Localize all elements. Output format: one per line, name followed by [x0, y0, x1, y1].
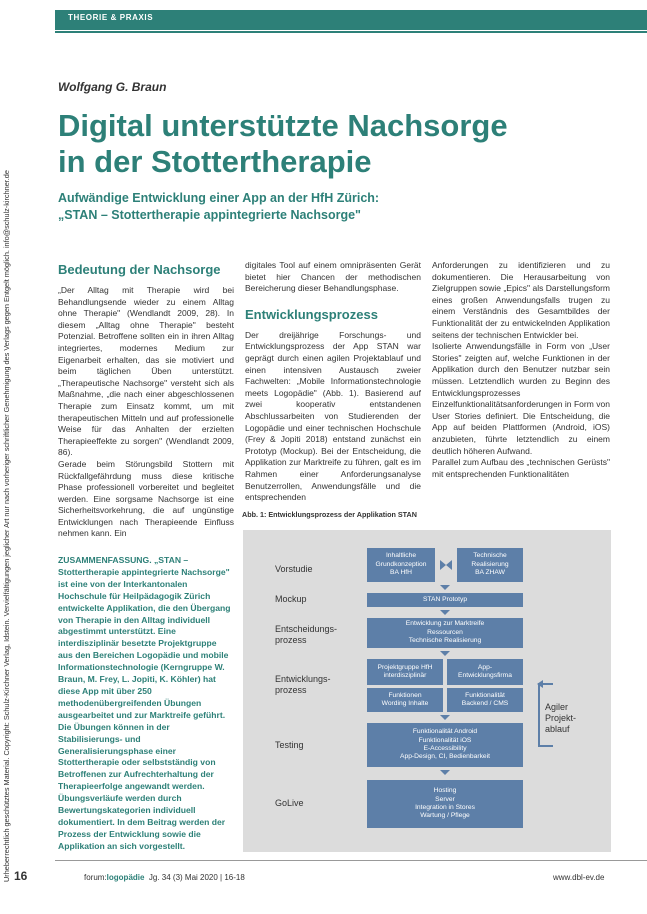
col3-paragraph-1: Anforderungen zu identifizieren und zu dokumentieren. Die Herausarbeitung von Zielgruppen sowie „Epics" als Darstellungsform eines großen Anwendungsfalls trugen zu einem Verständnis des Gesamtbildes der Funktionalität der zu entwickelnden Applikation seitens der technischen Entwickler bei.: [432, 260, 610, 340]
title-line-1: Digital unterstützte Nachsorge: [58, 108, 508, 143]
agile-line: ablauf: [545, 724, 570, 734]
copyright-side-note: [1, 30, 13, 882]
stage-entscheidung-l1: Entscheidungs-: [275, 624, 338, 634]
col2-paragraph-1: digitales Tool auf einem omnipräsenten Gerät bietet hier Chancen der methodischen Bereicherung dieser Behandlungsphase.: [245, 260, 421, 294]
journal-info: [84, 873, 245, 882]
box-funktionen-wording: [367, 688, 443, 712]
article-title: [58, 108, 618, 180]
box-text: Integration in Stores: [415, 804, 475, 811]
box-text: App-: [477, 663, 493, 671]
box-stan-prototyp: [367, 593, 523, 607]
box-text: Entwicklungsfirma: [458, 672, 512, 679]
box-text: Ressourcen: [427, 628, 463, 636]
column-1: [58, 262, 234, 540]
col3-paragraph-3: Parallel zum Aufbau des „technischen Gerüsts" mit entsprechenden Funktionalitäten: [432, 457, 610, 479]
arrow-down: [440, 610, 450, 615]
box-text: Server: [435, 795, 455, 803]
box-text: Projektgruppe HfH: [377, 663, 433, 671]
summary-text: „STAN – Stottertherapie appintegrierte Nachsorge" ist eine von der Interkantonalen Hochschule für Heilpädagogik Zürich entwickelte Applikation, die den Übergang von Therapie in den Alltag individuell abgestimmt unterstützt. Eine interdisziplinär besetzte Projektgruppe aus den Bereichen Logopädie und mobile Informationstechnologie (Kerngruppe W. Braun, M. Frey, L. Jopiti, K. Köhler) hat diese App mit über 250 methodenübergreifenden Übungen ausgearbeitet und zur Marktreife geführt. Die Übungen können in der Stabilisierungs- und Generalisierungsphase einer Stottertherapie oder selbstständig von Betroffenen zur Aufrechterhaltung der Therapieerfolge angewandt werden. Übungsverläufe werden durch Bewertungskategorien individuell dokumentiert. In dem Beitrag werden der Prozess der Entwicklung sowie die Applikation an sich vorgestellt.: [58, 555, 231, 851]
stage-entscheidung-l2: prozess: [275, 635, 307, 645]
arrow-down: [440, 770, 450, 775]
author-name: Wolfgang G. Braun: [58, 80, 167, 94]
column-2: [245, 260, 421, 504]
heading-entwicklungsprozess: Entwicklungsprozess: [245, 306, 378, 322]
website-link[interactable]: www.dbl-ev.de: [553, 873, 605, 882]
journal-prefix: forum:: [84, 873, 107, 882]
box-text: Wording Inhalte: [381, 700, 429, 707]
box-text: App-Design, CI, Bedienbarkeit: [400, 753, 490, 761]
journal-brand: logopädie: [106, 873, 145, 882]
title-line-2: in der Stottertherapie: [58, 144, 372, 179]
arrow-down: [440, 715, 450, 720]
agile-line: Projekt-: [545, 713, 577, 723]
article-subtitle: [58, 190, 598, 224]
stage-entscheidung: [275, 624, 337, 646]
arrow-down: [440, 585, 450, 590]
box-text: Funktionalität iOS: [418, 736, 472, 744]
arrow-down: [440, 651, 450, 656]
summary-lead: ZUSAMMENFASSUNG.: [58, 555, 152, 565]
col1-paragraph-2: Gerade beim Störungsbild Stottern mit Rückfallgefährdung muss diese kritische Phase professionell vorbereitet und begleitet werden. Eine sorgsame Nachsorge ist eine Sicherheitsvorkehrung, die auf ungünstige Entwicklungen nach Therapieende Einfluss nehmen kann. Ein: [58, 458, 234, 539]
subtitle-line-1: Aufwändige Entwicklung einer App an der HfH Zürich:: [58, 191, 380, 205]
copyright-text: Urheberrechtlich geschütztes Material. Copyright: Schulz-Kirchner Verlag, Idstein. Vervielfältigungen jeglicher Art nur nach vorheriger schriftlicher Genehmigung des Verlags gegen Entgelt möglich. info@schulz-kirchner.de: [2, 170, 11, 882]
box-text: Realisierung: [471, 560, 509, 568]
stage-entwicklung-l1: Entwicklungs-: [275, 674, 331, 684]
stage-golive: GoLive: [275, 798, 304, 808]
box-app-entwicklungsfirma: [447, 659, 523, 685]
agile-label: [545, 702, 576, 735]
box-marktreife: [367, 618, 523, 648]
box-text: interdisziplinär: [383, 672, 427, 679]
box-testing: [367, 723, 523, 767]
footer-rule: [55, 860, 647, 861]
header-rule: [55, 31, 647, 33]
summary-box: [58, 555, 233, 853]
box-inhaltliche-grundkonzeption: [367, 548, 435, 582]
figure-caption: Abb. 1: Entwicklungsprozess der Applikation STAN: [242, 510, 417, 519]
heading-nachsorge: Bedeutung der Nachsorge: [58, 262, 221, 277]
agile-line: Agiler: [545, 702, 569, 712]
box-text: Funktionen: [388, 691, 422, 699]
page-number: 16: [14, 869, 28, 883]
box-text: Technische Realisierung: [408, 637, 482, 645]
box-text: Backend / CMS: [461, 700, 509, 707]
stage-entwicklung: [275, 674, 331, 696]
process-diagram: [243, 530, 611, 852]
arrow-left: [446, 560, 452, 570]
box-text: Inhaltliche: [385, 552, 417, 560]
stage-mockup: Mockup: [275, 594, 307, 604]
box-projektgruppe-hfh: [367, 659, 443, 685]
box-text: STAN Prototyp: [422, 595, 468, 603]
stage-entwicklung-l2: prozess: [275, 685, 307, 695]
section-label: THEORIE & PRAXIS: [68, 13, 154, 22]
journal-issue: Jg. 34 (3) Mai 2020 | 16-18: [148, 873, 245, 882]
box-text: Technische: [473, 552, 507, 560]
col2-paragraph-2: Der dreijährige Forschungs- und Entwicklungsprozess der App STAN war geprägt durch einen agilen Projektablauf und einen intensiven Austausch zweier Fachwelten: „Mobile Informationstechnologie meets Logopädie" (Abb. 1). Basierend auf zwei kooperativ entstandenen Abschlussarbeiten von Studierenden der Logopädie und einer technischen Hochschule (Frey & Jopiti 2018) entstand zunächst ein Prototyp (Mockup). Bei der Entscheidung, die Applikation zur Marktreife zu führen, galt es im Rahmen einer Anforderungsanalyse Benutzerrollen, Anwendungsfälle und die entsprechenden: [245, 329, 421, 503]
stage-testing: Testing: [275, 740, 304, 750]
box-text: BA ZHAW: [475, 569, 505, 577]
box-text: Funktionalität: [465, 691, 505, 699]
column-3: [432, 260, 610, 480]
box-text: Funktionalität Android: [412, 728, 478, 736]
box-text: BA HfH: [390, 569, 412, 577]
subtitle-line-2: „STAN – Stottertherapie appintegrierte Nachsorge": [58, 208, 361, 222]
box-text: Entwicklung zur Marktreife: [405, 620, 485, 628]
box-text: Wartung / Pflege: [420, 812, 470, 820]
box-funktionalitaet-backend: [447, 688, 523, 712]
stage-vorstudie: Vorstudie: [275, 564, 313, 574]
col3-paragraph-2: Isolierte Anwendungsfälle in Form von „User Stories" zeigten auf, welche Funktionen in der Applikation durch den Benutzer nutzbar sein müssen. Letztendlich wurden zu Beginn des Entwicklungsprozesses Einzelfunktionalitätsanforderungen in Form von User Stories definiert. Die Entscheidung, die App auf beiden Plattformen (Android, iOS) anzubieten, führte letztendlich zu einem deutlich höheren Aufwand.: [432, 341, 610, 456]
box-text: Hosting: [433, 787, 457, 795]
col1-paragraph-1: „Der Alltag mit Therapie wird bei Behandlungsende wieder zu einem Alltag ohne Therapie" (Wendlandt 2009, 28). In diesem „Alltag ohne Therapie" besteht Potenzial. Betroffene sollten ein in ihren Alltag integriertes, modernes Medium zur Eigenarbeit erhalten, das sie motiviert und beim täglichen Üben unterstützt. „Therapeutische Nachsorge" versteht sich als Maßnahme, „die nach einer abgeschlossenen Therapie zum Einsatz kommt, um mit therapeutischen Mitteln und auf professionelle Weise für das Anhalten der erzielten Therapieeffekte zu sorgen" (Wendlandt 2009, 86).: [58, 285, 234, 458]
box-technische-realisierung: [457, 548, 523, 582]
box-golive: [367, 780, 523, 828]
box-text: E-Accessibility: [423, 745, 467, 752]
box-text: Grundkonzeption: [375, 560, 427, 568]
